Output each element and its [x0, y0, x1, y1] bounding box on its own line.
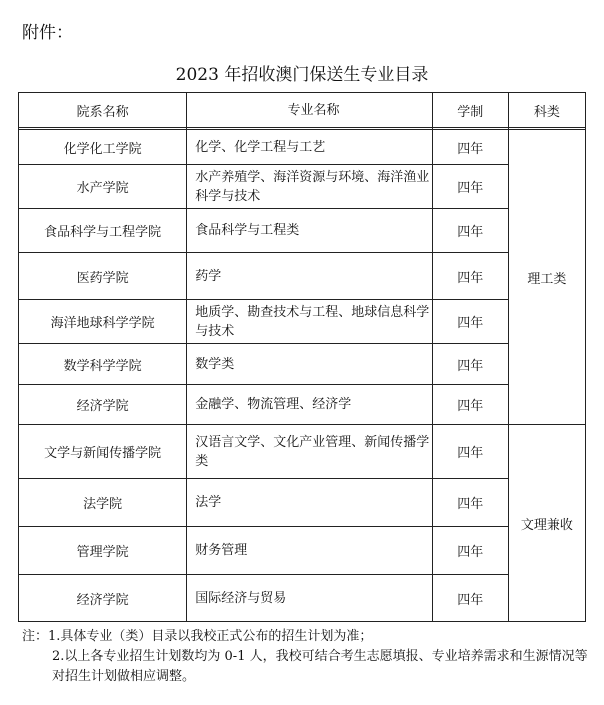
years-cell: 四年 — [432, 527, 508, 575]
years-cell: 四年 — [432, 165, 508, 209]
years-cell: 四年 — [432, 130, 508, 165]
years-cell: 四年 — [432, 344, 508, 385]
major-cell: 化学、化学工程与工艺 — [187, 130, 432, 165]
school-cell: 文学与新闻传播学院 — [19, 425, 187, 479]
major-cell: 汉语言文学、文化产业管理、新闻传播学类 — [187, 425, 432, 479]
years-cell: 四年 — [432, 385, 508, 425]
years-cell: 四年 — [432, 479, 508, 527]
years-cell: 四年 — [432, 300, 508, 344]
notes-section — [22, 627, 592, 687]
years-cell: 四年 — [432, 575, 508, 622]
major-cell: 数学类 — [187, 344, 432, 385]
school-cell: 法学院 — [19, 479, 187, 527]
school-cell: 食品科学与工程学院 — [19, 209, 187, 253]
table-row — [19, 344, 586, 385]
header-category: 科类 — [508, 93, 585, 128]
major-cell: 地质学、勘查技术与工程、地球信息科学与技术 — [187, 300, 432, 344]
document-title: 2023 年招收澳门保送生专业目录 — [175, 65, 429, 85]
table-row — [19, 479, 586, 527]
school-cell: 管理学院 — [19, 527, 187, 575]
major-cell: 水产养殖学、海洋资源与环境、海洋渔业科学与技术 — [187, 165, 432, 209]
category-cell-science: 理工类 — [508, 130, 585, 425]
years-cell: 四年 — [432, 209, 508, 253]
header-major: 专业名称 — [187, 93, 432, 128]
header-school: 院系名称 — [19, 93, 187, 128]
school-cell: 化学化工学院 — [19, 130, 187, 165]
school-cell: 海洋地球科学学院 — [19, 300, 187, 344]
major-catalog-table — [18, 92, 586, 622]
major-cell: 国际经济与贸易 — [187, 575, 432, 622]
school-cell: 经济学院 — [19, 575, 187, 622]
note-1: 注：1.具体专业（类）目录以我校正式公布的招生计划为准； — [22, 629, 373, 644]
major-cell: 金融学、物流管理、经济学 — [187, 385, 432, 425]
table-row — [19, 527, 586, 575]
table-row — [19, 130, 586, 165]
years-cell: 四年 — [432, 425, 508, 479]
note-2: 2.以上各专业招生计划数均为 0-1 人，我校可结合考生志愿填报、专业培养需求和生源情况等对招生计划做相应调整。 — [52, 649, 588, 684]
table-row — [19, 165, 586, 209]
major-cell: 药学 — [187, 253, 432, 300]
major-cell: 法学 — [187, 479, 432, 527]
table-row — [19, 253, 586, 300]
table-row — [19, 425, 586, 479]
school-cell: 水产学院 — [19, 165, 187, 209]
years-cell: 四年 — [432, 253, 508, 300]
school-cell: 经济学院 — [19, 385, 187, 425]
table-row — [19, 209, 586, 253]
school-cell: 医药学院 — [19, 253, 187, 300]
table-row — [19, 575, 586, 622]
header-years: 学制 — [432, 93, 508, 128]
attachment-label: 附件： — [22, 23, 73, 43]
school-cell: 数学科学学院 — [19, 344, 187, 385]
major-cell: 食品科学与工程类 — [187, 209, 432, 253]
category-cell-arts: 文理兼收 — [508, 425, 585, 622]
table-header-row — [19, 93, 586, 128]
major-cell: 财务管理 — [187, 527, 432, 575]
table-row — [19, 385, 586, 425]
table-row — [19, 300, 586, 344]
